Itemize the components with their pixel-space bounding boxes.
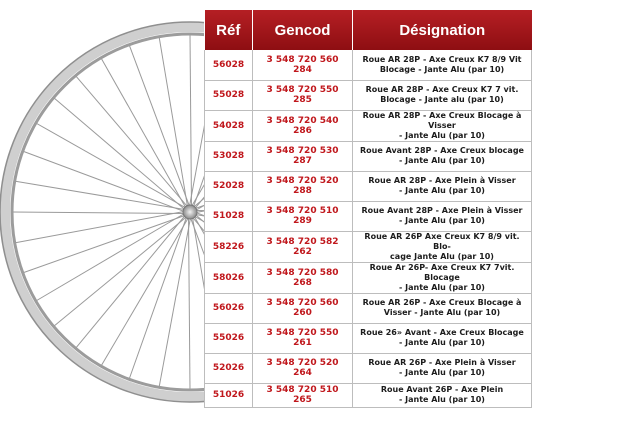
designation-line: - Jante Alu (par 10) [399,395,485,404]
designation-line: Roue Avant 28P - Axe Creux blocage [360,146,524,155]
designation-line: Roue AR 26P - Axe Plein à Visser [368,358,516,367]
cell-designation [353,383,532,407]
cell-designation [353,353,532,383]
header-ref: Réf [205,10,253,50]
cell-ref: 52028 [205,171,253,201]
table-row [205,80,532,110]
table-row [205,50,532,80]
cell-designation [353,293,532,323]
wheel-hub [183,205,197,219]
designation-line: - Jante Alu (par 10) [399,216,485,225]
wheel-spoke [15,212,184,243]
wheel-spoke [23,151,184,211]
cell-ref: 55026 [205,323,253,353]
designation-line: - Jante Alu (par 10) [399,186,485,195]
wheel-spoke [76,215,186,348]
cell-gencod: 3 548 720 582 262 [253,231,353,262]
wheel-spoke [54,217,187,327]
designation-line: Roue AR 26P - Axe Creux Blocage à [362,298,522,307]
designation-line: cage Jante Alu (par 10) [390,251,494,261]
designation-line: Roue Avant 26P - Axe Plein [380,385,504,394]
cell-gencod: 3 548 720 550 285 [253,80,353,110]
wheel-spoke [129,45,189,206]
wheel-spoke [190,34,191,206]
table-row [205,110,532,141]
cell-designation [353,262,532,293]
designation-line: - Jante Alu (par 10) [399,130,485,140]
table-row [205,231,532,262]
cell-ref: 58226 [205,231,253,262]
table-header-row [205,10,532,50]
designation-line: Roue Avant 28P - Axe Plein à Visser [361,206,523,215]
designation-line: - Jante Alu (par 10) [399,282,485,292]
wheel-spoke [159,218,190,387]
designation-line: - Jante Alu (par 10) [399,368,485,377]
cell-ref: 56026 [205,293,253,323]
designation-line: Roue AR 28P - Axe Plein à Visser [368,176,516,185]
table-row [205,201,532,231]
table-row [205,323,532,353]
cell-designation [353,201,532,231]
cell-designation [353,171,532,201]
designation-line: Roue AR 28P - Axe Creux Blocage à Visser [362,110,522,130]
cell-gencod: 3 548 720 530 287 [253,141,353,171]
table-row [205,171,532,201]
cell-designation [353,110,532,141]
designation-line: Roue AR 26P Axe Creux K7 8/9 vit. Blo- [364,231,520,251]
wheel-spoke [189,218,190,390]
table-row [205,383,532,407]
designation-line: Roue AR 28P - Axe Creux K7 7 vit. [365,85,519,94]
cell-gencod: 3 548 720 520 264 [253,353,353,383]
designation-line: Blocage - Jante alu (par 10) [380,95,504,104]
wheel-spoke [15,181,185,209]
cell-designation [353,50,532,80]
cell-gencod: 3 548 720 510 289 [253,201,353,231]
cell-gencod: 3 548 720 560 260 [253,293,353,323]
cell-gencod: 3 548 720 580 268 [253,262,353,293]
designation-line: Visser - Jante Alu (par 10) [383,308,501,317]
cell-ref: 54028 [205,110,253,141]
designation-line: Roue 26» Avant - Axe Creux Blocage [360,328,524,337]
header-gencod: Gencod [253,10,353,50]
cell-ref: 51026 [205,383,253,407]
designation-line: Roue Ar 26P- Axe Creux K7 7vit. Blocage [369,262,515,282]
wheel-spoke [54,98,185,210]
cell-ref: 51028 [205,201,253,231]
cell-designation [353,323,532,353]
designation-line: - Jante Alu (par 10) [399,338,485,347]
table-row [205,141,532,171]
cell-gencod: 3 548 720 540 286 [253,110,353,141]
cell-designation [353,141,532,171]
cell-gencod: 3 548 720 550 261 [253,323,353,353]
wheel-spoke [76,76,188,207]
table-row [205,262,532,293]
cell-ref: 56028 [205,50,253,80]
cell-designation [353,231,532,262]
cell-ref: 55028 [205,80,253,110]
wheel-spoke [12,212,184,213]
designation-line: - Jante Alu (par 10) [399,156,485,165]
table-row [205,293,532,323]
cell-ref: 58026 [205,262,253,293]
header-designation: Désignation [353,10,532,50]
cell-gencod: 3 548 720 520 288 [253,171,353,201]
designation-line: Roue AR 28P - Axe Creux K7 8/9 Vit [362,54,522,64]
product-table [204,10,532,408]
cell-gencod: 3 548 720 560 284 [253,50,353,80]
wheel-spoke [159,37,187,207]
cell-ref: 52026 [205,353,253,383]
table-row [205,353,532,383]
designation-line: Blocage - Jante Alu (par 10) [379,64,505,74]
cell-gencod: 3 548 720 510 265 [253,383,353,407]
cell-designation [353,80,532,110]
cell-ref: 53028 [205,141,253,171]
